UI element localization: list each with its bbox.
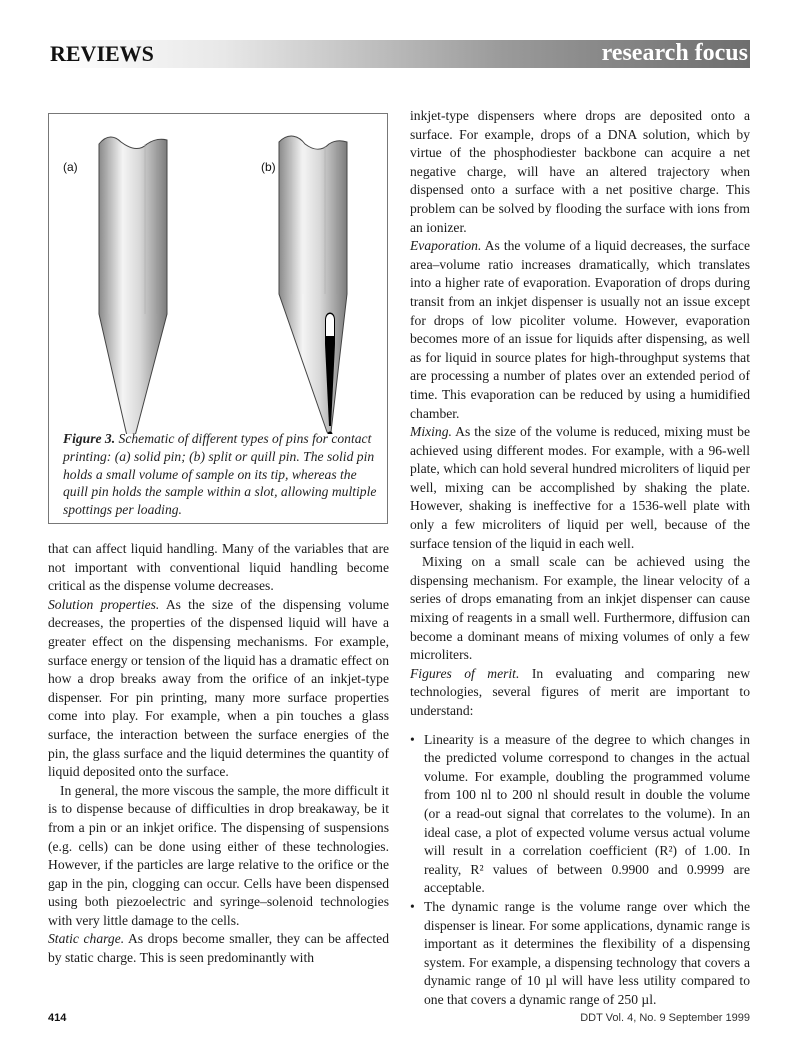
panel-label-b: (b) bbox=[261, 160, 276, 174]
list-item-text: Linearity is a measure of the degree to which changes in the predicted volume correspond to changes in the actual volume. For example, doubling the programmed volume from 100 nl to 200 nl should result in double the volume (or a read-out signal that correlates to the volume). In an ideal case, a plot of expected volume versus actual volume will result in a correlation coefficient (R²) of 1.00. In reality, R² values of between 0.9900 and 0.9999 are acceptable. bbox=[424, 731, 750, 896]
journal-citation: DDT Vol. 4, No. 9 September 1999 bbox=[580, 1012, 750, 1024]
right-column bbox=[410, 107, 750, 1010]
quill-pin bbox=[279, 136, 347, 434]
panel-label-a: (a) bbox=[63, 160, 78, 174]
paragraph bbox=[410, 553, 750, 665]
caption-title: Figure 3. bbox=[63, 431, 116, 446]
section-heading: Solution properties. bbox=[48, 596, 160, 612]
paragraph bbox=[48, 930, 389, 967]
section-heading: Static charge. bbox=[48, 931, 125, 947]
solid-pin bbox=[99, 137, 167, 434]
section-heading: Figures of merit. bbox=[410, 665, 520, 681]
section-label: REVIEWS bbox=[50, 41, 154, 66]
paragraph-text: that can affect liquid handling. Many of the variables that are not important with conventional liquid handling become critical as the dispense volume decreases. bbox=[48, 541, 389, 594]
paragraph-text: inkjet-type dispensers where drops are deposited onto a surface. For example, drops of a DNA solution, which by virtue of the phosphodiester backbone can acquire a net negative charge, will have an altered trajectory when dispensed onto a surface with a net positive charge. This problem can be solved by flooding the surface with ions from an ionizer. bbox=[410, 108, 750, 235]
pin-schematic bbox=[49, 114, 389, 434]
paragraph bbox=[410, 423, 750, 553]
paragraph bbox=[48, 782, 389, 931]
paragraph-text: As drops become smaller, they can be affected by static charge. This is seen predominantly with bbox=[48, 931, 390, 966]
paragraph-text: As the size of the dispensing volume decreases, the properties of the dispensed liquid will have a greater effect on the dispensing mechanisms. For example, surface energy or tension of the liquid has a dramatic effect on how a drop breaks away from the orifice of an inkjet-type dispenser. For pin printing, many more surface properties come into play. For example, when a pin touches a glass surface, the interaction between the surface energies of the pin, the glass surface and the liquid determines the quantity of liquid deposited onto the surface. bbox=[48, 596, 389, 780]
topic-label: research focus bbox=[601, 40, 748, 66]
list-item bbox=[410, 731, 750, 898]
paragraph bbox=[410, 107, 750, 237]
figure-caption bbox=[63, 430, 379, 519]
list-item bbox=[410, 898, 750, 1010]
running-header bbox=[48, 40, 750, 68]
caption-text: Schematic of different types of pins for contact printing: (a) solid pin; (b) split or quill pin. The solid pin holds a small volume of sample on its tip, whereas the quill pin holds the sample within a slot, allowing multiple spottings per loading. bbox=[63, 431, 377, 518]
paragraph-text: In evaluating and comparing new technologies, several figures of merit are important to understand: bbox=[410, 665, 751, 718]
paragraph bbox=[48, 596, 389, 782]
paragraph-text: Mixing on a small scale can be achieved using the dispensing mechanism. For example, the linear velocity of a series of drops emanating from an inkjet dispenser can cause mixing of reagents in a small well. Furthermore, diffusion can become a dominant means of mixing volumes of only a few microliters. bbox=[410, 554, 750, 663]
paragraph-text: As the size of the volume is reduced, mixing must be achieved using different modes. For example, with a 96-well plate, which can hold several hundred microliters of liquid per well, mixing can be accomplished by shaking the plate. However, shaking is ineffective for a 1536-well plate with only a few microliters of liquid per well, because of the surface tension of the liquid in each well. bbox=[410, 424, 750, 551]
paragraph bbox=[48, 540, 389, 596]
bullet-marker: • bbox=[410, 731, 415, 747]
paragraph-text: In general, the more viscous the sample, the more difficult it is to dispense because of difficulties in drop breakaway, be it from a pin or an inkjet orifice. The dispensing of suspensions (e.g. cells) can be done using either of these technologies. However, if the particles are large relative to the orifice or the gap in the pin, clogging can occur. Cells have been dispensed using both piezoelectric and syringe–solenoid technologies with very little damage to the cells. bbox=[48, 782, 389, 928]
list-item-text: The dynamic range is the volume range over which the dispenser is linear. For some applications, dynamic range is important as it determines the flexibility of a dispensing system. For example, a dispensing technology that covers a dynamic range of 10 µl will have less utility compared to one that covers a dynamic range of 250 µl. bbox=[424, 898, 750, 1007]
section-heading: Evaporation. bbox=[410, 238, 482, 254]
bullet-marker: • bbox=[410, 898, 415, 914]
section-heading: Mixing. bbox=[410, 424, 452, 440]
merit-list bbox=[410, 731, 750, 1010]
paragraph bbox=[410, 237, 750, 423]
page-number: 414 bbox=[48, 1012, 67, 1024]
paragraph bbox=[410, 665, 750, 721]
figure-3 bbox=[48, 113, 388, 524]
left-column bbox=[48, 540, 389, 968]
paragraph-text: As the volume of a liquid decreases, the surface area–volume ratio increases dramatically, which translates into a higher rate of evaporation. Evaporation of drops during transit from an inkjet dispenser is usually not an issue except for drops of low picoliter volume. However, evaporation becomes more of an issue for liquids after dispensing, as well as for liquid in source plates for high-throughput systems that are processing a number of plates over an extended period of time. This evaporation can be reduced by using a humidified chamber. bbox=[410, 238, 750, 421]
